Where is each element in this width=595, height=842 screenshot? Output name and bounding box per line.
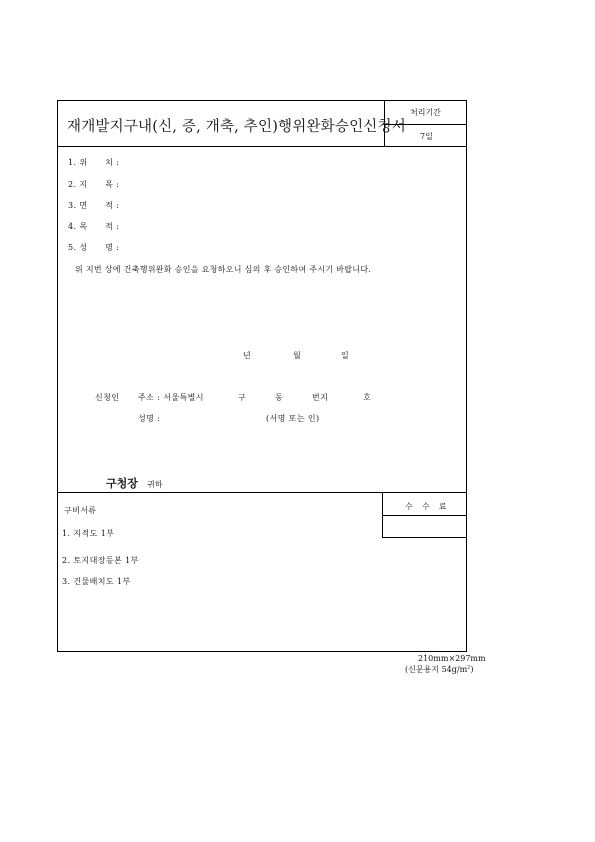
field-number: 3. [68, 201, 77, 210]
field-label: 지 목 : [79, 180, 120, 189]
fee-label: 수 수 료 [405, 502, 448, 511]
document-item: 2. 토지대장등본 1부 [62, 556, 139, 565]
date-day: 일 [341, 351, 350, 360]
header-divider [57, 146, 467, 147]
section-divider [57, 492, 467, 493]
field-area [68, 200, 119, 211]
frame-top [57, 100, 467, 101]
applicant-label: 신청인 [95, 393, 120, 402]
paper-type-superscript: 2 [467, 664, 471, 671]
applicant-address-label: 주소 : 서울특별시 [138, 393, 204, 402]
fee-box-bottom [382, 537, 467, 538]
date-month: 월 [293, 351, 302, 360]
paper-type-text: (신문용지 54g/m [405, 665, 468, 674]
form-title: 재개발지구내(신, 증, 개축, 추인)행위완화승인신청서 [67, 119, 406, 135]
address-dong: 동 [275, 393, 284, 402]
field-label: 면 적 : [79, 201, 120, 210]
recipient-suffix: 귀하 [146, 480, 163, 489]
field-label: 위 치 : [79, 158, 120, 167]
frame-bottom [57, 651, 467, 652]
field-number: 4. [68, 222, 77, 231]
recipient [106, 472, 162, 491]
field-location [68, 157, 119, 168]
applicant-name-label: 성명 : [138, 414, 161, 423]
frame-right [466, 100, 467, 652]
signature-placeholder: (서명 또는 인) [266, 414, 320, 423]
processing-period-value: 7일 [420, 132, 433, 141]
address-gu: 구 [238, 393, 247, 402]
field-name [68, 242, 119, 253]
field-label: 목 적 : [79, 222, 120, 231]
document-item: 1. 지적도 1부 [62, 529, 115, 538]
document-item: 3. 건물배치도 1부 [62, 577, 131, 586]
field-number: 1. [68, 158, 77, 167]
field-label: 성 명 : [79, 243, 120, 252]
documents-header: 구비서류 [64, 506, 97, 515]
processing-period-label: 처리기간 [410, 108, 441, 117]
request-sentence: 위 지번 상에 건축행위완화 승인을 요청하오니 심의 후 승인하여 주시기 바랍니다. [75, 265, 372, 274]
fee-box-middle [382, 515, 467, 516]
field-land-category [68, 179, 119, 190]
frame-left [57, 100, 58, 652]
address-bunji: 번지 [312, 393, 329, 402]
field-number: 2. [68, 180, 77, 189]
field-number: 5. [68, 243, 77, 252]
paper-type [405, 664, 473, 675]
paper-type-close: ) [470, 665, 474, 674]
paper-size: 210mm×297mm [418, 654, 486, 663]
field-purpose [68, 221, 119, 232]
address-ho: 호 [363, 393, 372, 402]
date-year: 년 [243, 351, 252, 360]
recipient-name: 구청장 [106, 477, 138, 490]
